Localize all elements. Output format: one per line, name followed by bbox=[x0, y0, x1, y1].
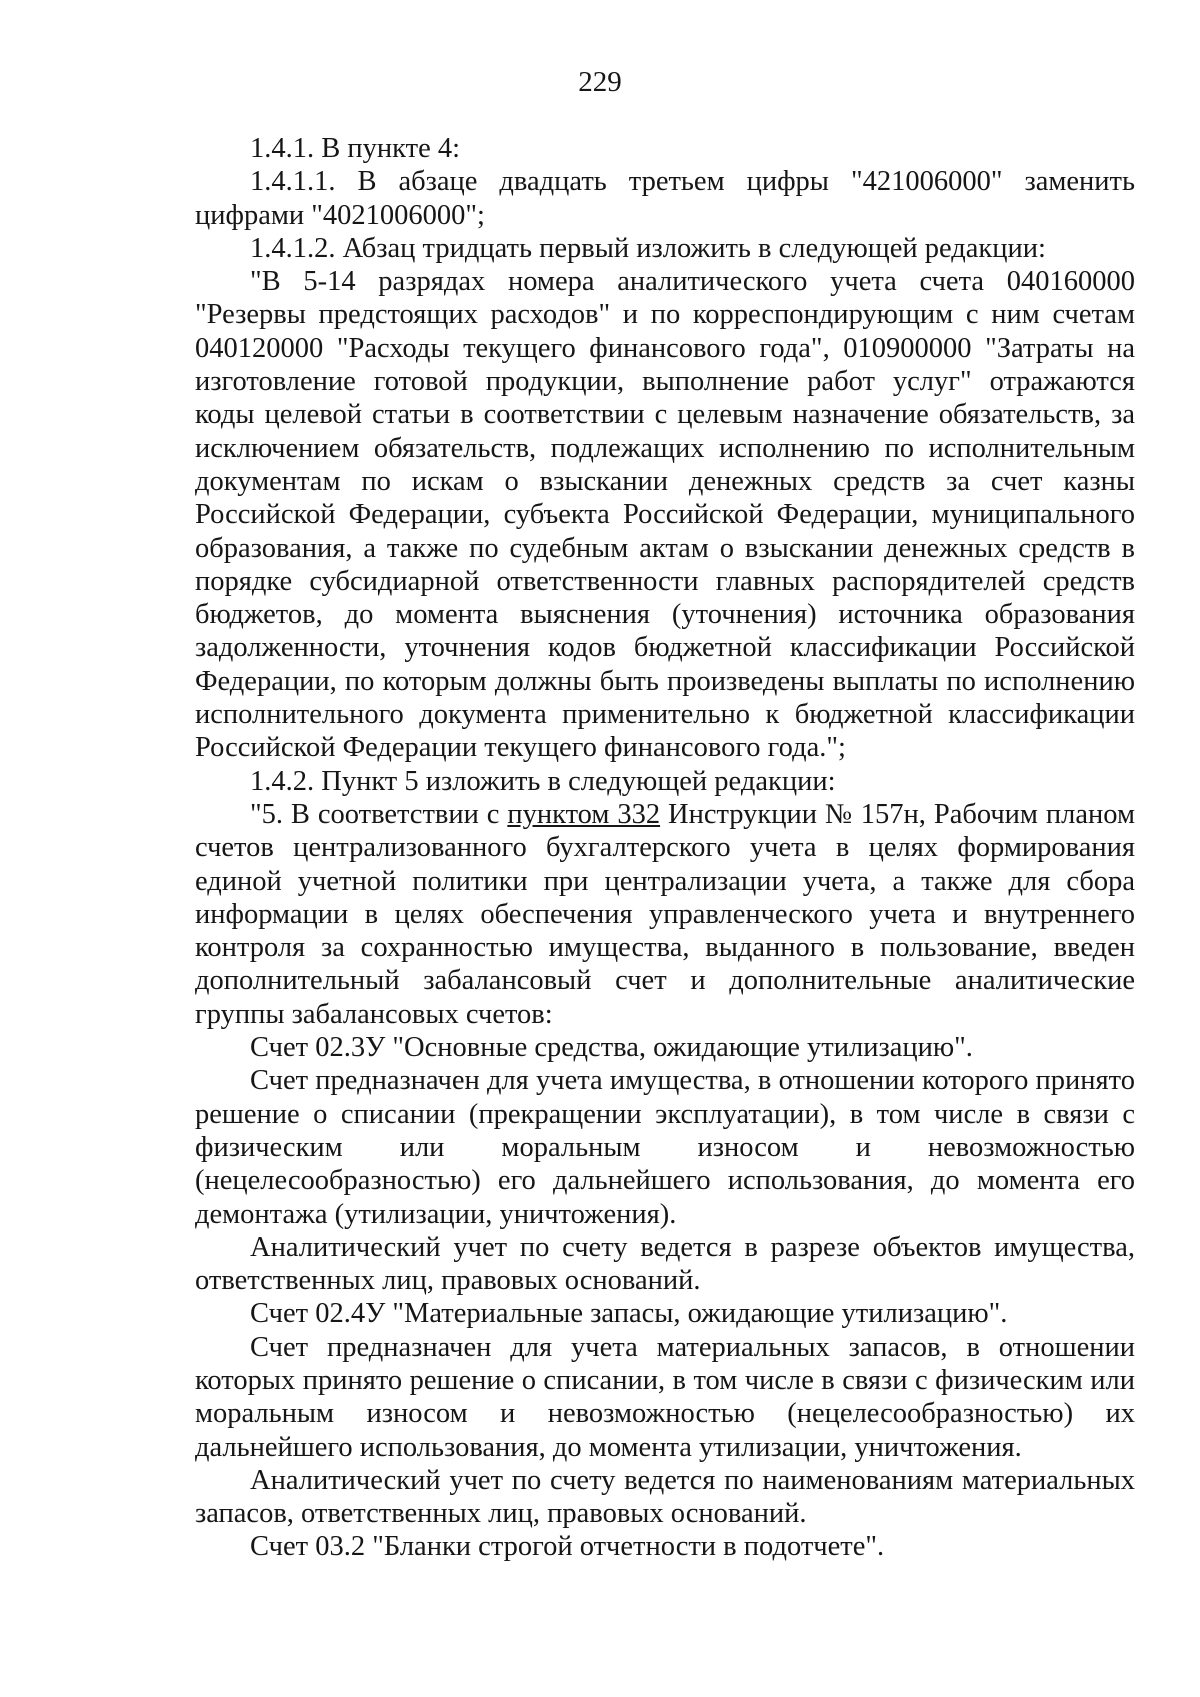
paragraph-punkt-5 bbox=[195, 798, 1135, 1031]
paragraph-1-4-2: 1.4.2. Пункт 5 изложить в следующей редакции: bbox=[250, 765, 836, 797]
account-02-4u-description: Счет предназначен для учета материальных запасов, в отношении которых принято решение о списании, в том числе в связи с физическим или моральным износом и невозможностью (нецелесообразностью) их дальнейшего использования, до момента утилизации, уничтожения. bbox=[195, 1331, 1135, 1463]
account-03-2-title: Счет 03.2 "Бланки строгой отчетности в подотчете". bbox=[250, 1531, 885, 1563]
account-02-3u-analytics: Аналитический учет по счету ведется в разрезе объектов имущества, ответственных лиц, правовых оснований. bbox=[195, 1231, 1135, 1297]
account-02-3u-description: Счет предназначен для учета имущества, в отношении которого принято решение о списании (прекращении эксплуатации), в том числе в связи с физическим или моральным износом и невозможностью (нецелесообразностью) его дальнейшего использования, до момента его демонтажа (утилизации, уничтожения). bbox=[195, 1065, 1135, 1230]
account-02-3u-title: Счет 02.3У "Основные средства, ожидающие утилизацию". bbox=[250, 1032, 973, 1064]
paragraph-1-4-1-1: 1.4.1.1. В абзаце двадцать третьем цифры "421006000" заменить цифрами "4021006000"; bbox=[195, 166, 1135, 231]
paragraph-new-wording-abzac-31: "В 5-14 разрядах номера аналитического учета счета 040160000 "Резервы предстоящих расходов" и по корреспондирующим с ним счетам 040120000 "Расходы текущего финансового года", 010900000 "Затраты на изготовление готовой продукции, выполнение работ услуг" отражаются коды целевой статьи в соответствии с целевым назначение обязательств, за исключением обязательств, подлежащих исполнению по исполнительным документам по искам о взыскании денежных средств за счет казны Российской Федерации, субъекта Российской Федерации, муниципального образования, а также по судебным актам о взыскании денежных средств в порядке субсидиарной ответственности главных распорядителей средств бюджетов, до момента выяснения (уточнения) источника образования задолженности, уточнения кодов бюджетной классификации Российской Федерации, по которым должны быть произведены выплаты по исполнению исполнительного документа применительно к бюджетной классификации Российской Федерации текущего финансового года."; bbox=[195, 266, 1135, 764]
punkt-5-text-after: Инструкции № 157н, Рабочим планом счетов централизованного бухгалтерского учета в целях формирования единой учетной политики при централизации учета, а также для сбора информации в целях обеспечения управленческого учета и внутреннего контроля за сохранностью имущества, выданного в пользование, введен дополнительный забалансовый счет и дополнительные аналитические группы забалансовых счетов: bbox=[195, 798, 1135, 1030]
punkt-5-text-before: "5. В соответствии с bbox=[250, 798, 508, 830]
document-body bbox=[195, 132, 1135, 1564]
paragraph-1-4-1-2: 1.4.1.2. Абзац тридцать первый изложить в следующей редакции: bbox=[250, 232, 1046, 264]
account-02-4u-analytics: Аналитический учет по счету ведется по наименованиям материальных запасов, ответственных лиц, правовых оснований. bbox=[195, 1464, 1135, 1530]
page-number: 229 bbox=[578, 66, 622, 98]
account-02-4u-title: Счет 02.4У "Материальные запасы, ожидающие утилизацию". bbox=[250, 1298, 1008, 1330]
punkt-332-link[interactable]: пунктом 332 bbox=[507, 798, 661, 830]
paragraph-1-4-1: 1.4.1. В пункте 4: bbox=[250, 133, 461, 164]
